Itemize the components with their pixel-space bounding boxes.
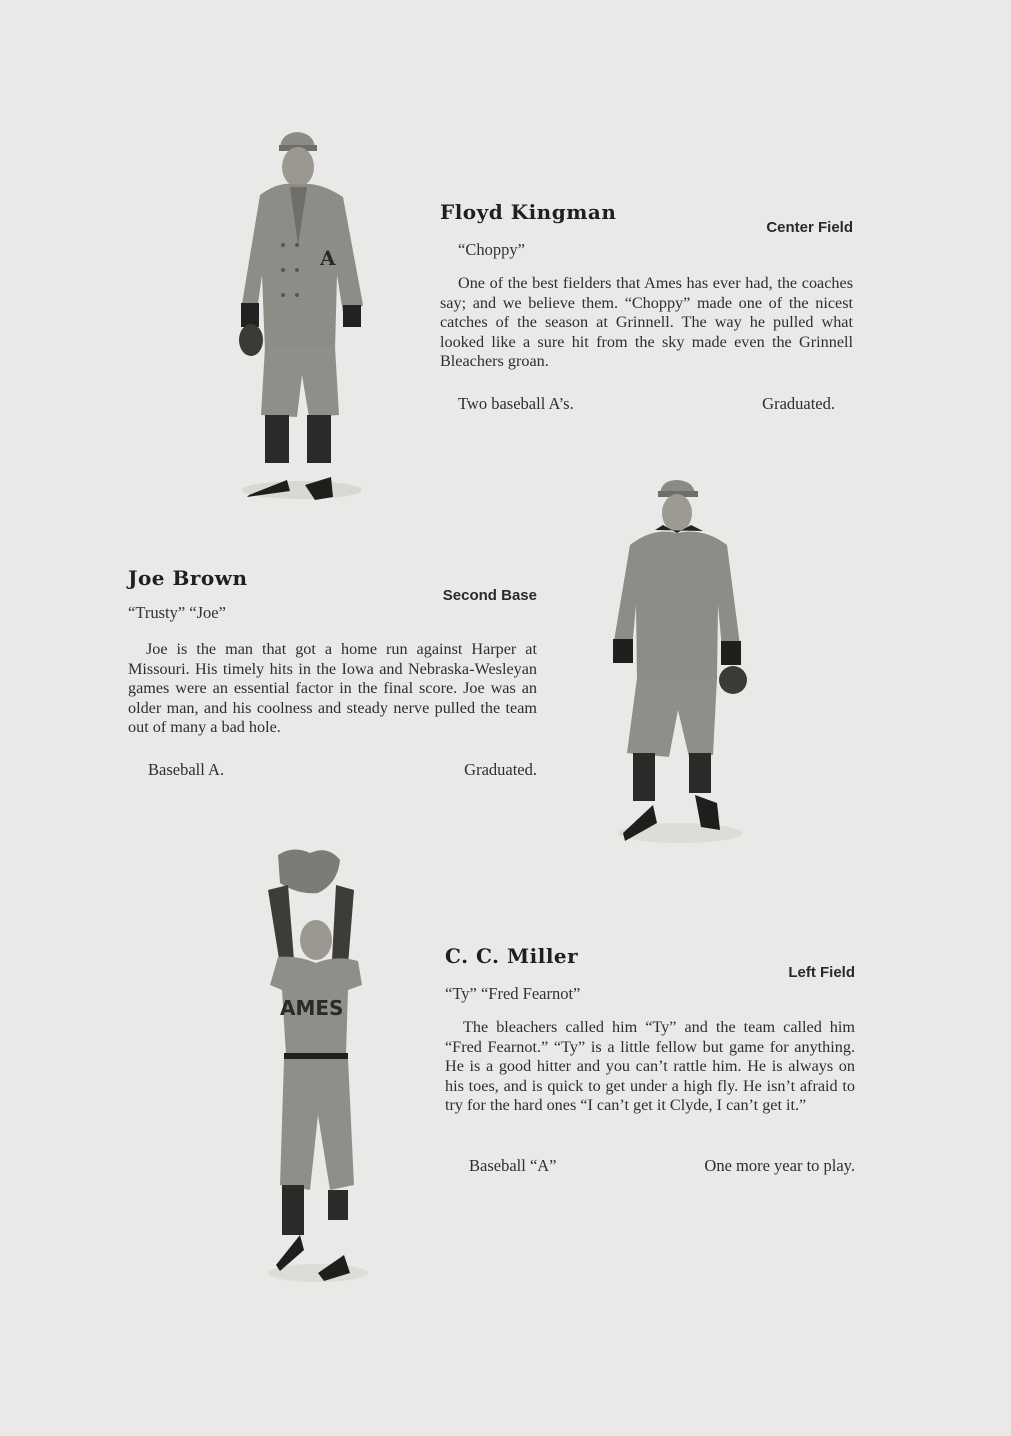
player-nickname: “Trusty” “Joe” [128,603,226,622]
player-name: Floyd Kingman [440,200,617,224]
player-nickname: “Choppy” [458,240,525,259]
svg-text:A: A [320,246,336,270]
player-entry-brown [128,566,537,786]
player-award: Two baseball A’s. [458,394,574,413]
player-award: Baseball “A” [469,1156,557,1175]
player-position: Center Field [766,219,853,236]
player-status: Graduated. [762,394,835,413]
player-status: One more year to play. [704,1156,855,1175]
player-description: One of the best fielders that Ames has ever had, the coaches say; and we believe them. “Choppy” made one of the nicest catches of the season at Grinnell. The way he pulled what looked like a sure hit from the sky made even the Grinnell Bleachers groan. [440,274,853,370]
player-status: Graduated. [464,760,537,779]
player-entry-miller [445,944,855,1184]
player-description: Joe is the man that got a home run against Harper at Missouri. His timely hits in the Iowa and Nebraska-Wesleyan games were an essential factor in the final score. Joe was an older man, and his coolness and steady nerve pulled the team out of many a bad hole. [128,640,537,736]
player-position: Left Field [788,964,855,981]
player-entry-kingman [440,200,853,420]
player-nickname: “Ty” “Fred Fearnot” [445,984,581,1003]
player-photo-brown [605,475,750,850]
player-award: Baseball A. [148,760,225,779]
player-position: Second Base [442,587,537,604]
jersey-lettering: AMES [280,996,344,1020]
player-name: C. C. Miller [445,944,579,968]
player-photo-kingman [235,125,370,505]
player-name: Joe Brown [128,566,248,590]
player-photo-miller [258,845,378,1285]
player-description: The bleachers called him “Ty” and the team called him “Fred Fearnot.” “Ty” is a little fellow but game for anything. He is a good hitter and you can’t rattle him. He is always on his toes, and is quick to get under a high fly. He isn’t afraid to try for the hard ones “I can’t get it Clyde, I can’t get it.” [445,1018,855,1114]
